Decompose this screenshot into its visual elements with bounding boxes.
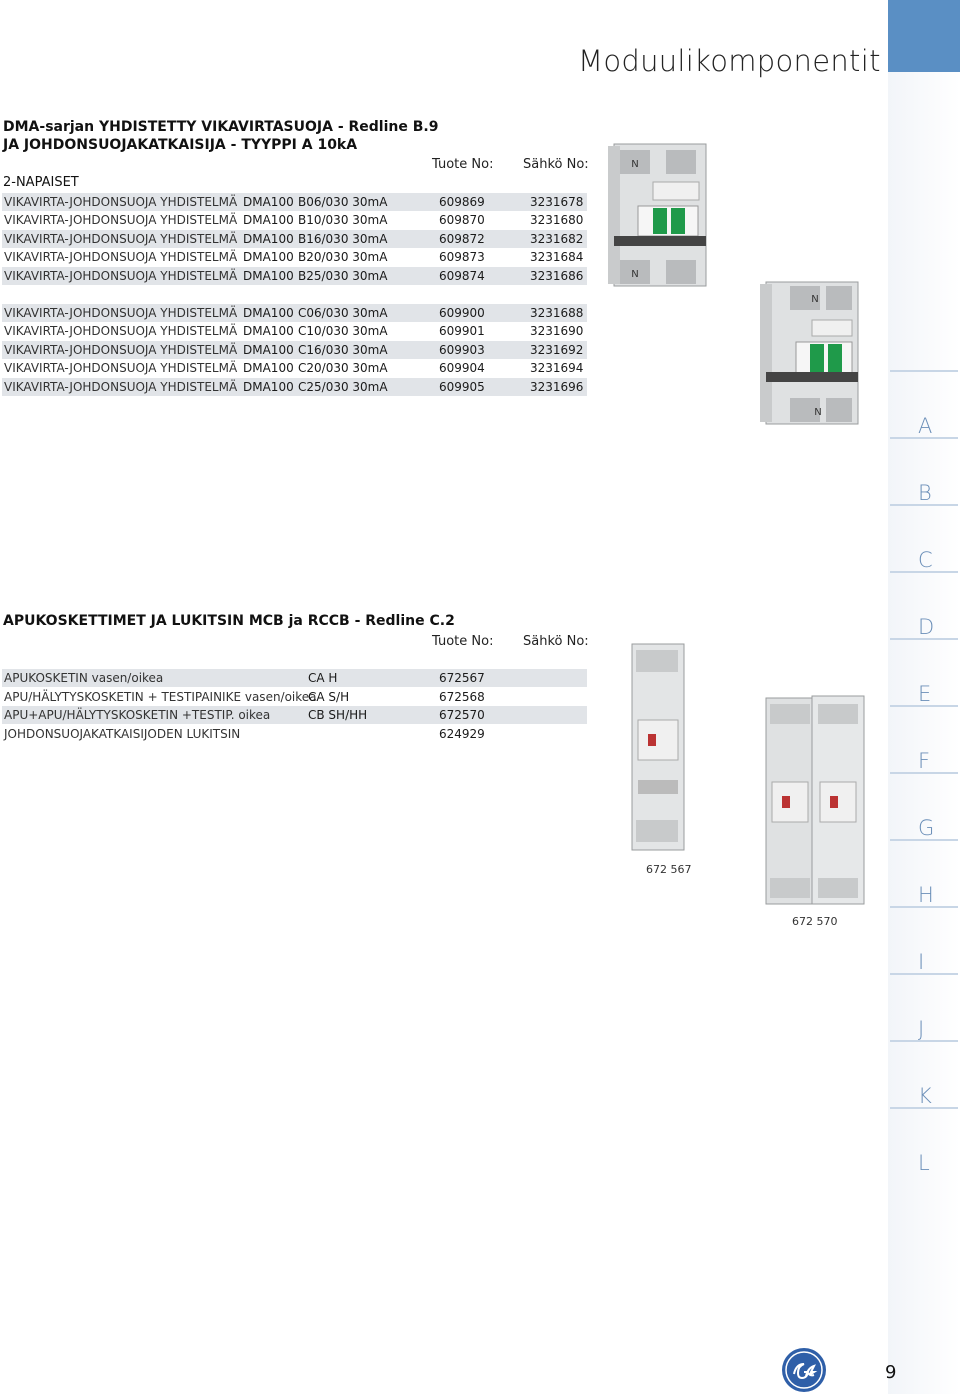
cell-model: DMA100 [243, 361, 294, 375]
sidebar-tab-j[interactable] [890, 973, 958, 1041]
sidebar-tab-h[interactable] [890, 839, 958, 907]
cell-desc: APU+APU/HÄLYTYSKOSKETIN +TESTIP. oikea [4, 708, 271, 722]
cell-model: DMA100 [243, 306, 294, 320]
cell-model: DMA100 [243, 232, 294, 246]
svg-text:N: N [814, 407, 822, 418]
svg-text:N: N [631, 159, 639, 170]
caption-672570: 672 570 [792, 915, 838, 928]
cell-desc: VIKAVIRTA-JOHDONSUOJA YHDISTELMÄ [4, 195, 238, 209]
section2-title: APUKOSKETTIMET JA LUKITSIN MCB ja RCCB - Redline C.2 [3, 613, 455, 629]
sidebar-tab-f[interactable] [890, 705, 958, 773]
section2-col-sahko: Sähkö No: [523, 634, 589, 649]
cell-rating: B06/030 30mA [298, 195, 388, 209]
cell-desc: JOHDONSUOJAKATKAISIJODEN LUKITSIN [4, 727, 241, 741]
table-row [2, 341, 587, 359]
cell-desc: VIKAVIRTA-JOHDONSUOJA YHDISTELMÄ [4, 213, 238, 227]
cell-rating: B16/030 30mA [298, 232, 388, 246]
cell-rating: B25/030 30mA [298, 269, 388, 283]
cell-model: DMA100 [243, 269, 294, 283]
cell-tuote: 609900 [439, 306, 485, 320]
sidebar-tab-label: H [918, 883, 934, 907]
rcbo-breaker-image-1 [608, 140, 710, 290]
ge-logo-icon [780, 1346, 828, 1394]
svg-text:N: N [811, 294, 819, 305]
table-row [2, 211, 587, 229]
page-title: Moduulikomponentit [578, 44, 881, 78]
section1-col-tuote: Tuote No: [432, 157, 494, 172]
sidebar-tab-label: F [918, 749, 931, 773]
aux-contact-image-672570 [760, 692, 870, 910]
cell-model: DMA100 [243, 324, 294, 338]
cell-model: DMA100 [243, 195, 294, 209]
cell-model: DMA100 [243, 213, 294, 227]
cell-tuote: 609873 [439, 250, 485, 264]
caption-672567: 672 567 [646, 863, 692, 876]
cell-tuote: 624929 [439, 727, 485, 741]
cell-code: CA S/H [308, 690, 350, 704]
sidebar-tab-b[interactable] [890, 437, 958, 505]
sidebar-tab-label: E [918, 682, 932, 706]
cell-desc: VIKAVIRTA-JOHDONSUOJA YHDISTELMÄ [4, 269, 238, 283]
cell-desc: VIKAVIRTA-JOHDONSUOJA YHDISTELMÄ [4, 306, 238, 320]
rcbo-breaker-image-2 [760, 278, 862, 428]
table-row [2, 669, 587, 687]
cell-desc: VIKAVIRTA-JOHDONSUOJA YHDISTELMÄ [4, 361, 238, 375]
sidebar-tab-e[interactable] [890, 638, 958, 706]
page-number: 9 [885, 1362, 897, 1383]
cell-sahko: 3231682 [530, 232, 584, 246]
sidebar-tab-label: A [918, 414, 933, 438]
cell-sahko: 3231694 [530, 361, 584, 375]
table-row [2, 725, 587, 743]
table-row [2, 267, 587, 285]
sidebar-tab-label: J [918, 1017, 925, 1041]
cell-sahko: 3231696 [530, 380, 584, 394]
cell-tuote: 609904 [439, 361, 485, 375]
cell-sahko: 3231678 [530, 195, 584, 209]
cell-sahko: 3231690 [530, 324, 584, 338]
cell-desc: APUKOSKETIN vasen/oikea [4, 671, 164, 685]
cell-rating: C06/030 30mA [298, 306, 388, 320]
cell-model: DMA100 [243, 250, 294, 264]
cell-desc: VIKAVIRTA-JOHDONSUOJA YHDISTELMÄ [4, 232, 238, 246]
sidebar-tab-label: I [918, 950, 925, 974]
sidebar-tab-label: K [918, 1084, 932, 1108]
cell-tuote: 672568 [439, 690, 485, 704]
cell-code: CA H [308, 671, 338, 685]
cell-rating: C20/030 30mA [298, 361, 388, 375]
sidebar-tab-k[interactable] [890, 1040, 958, 1108]
sidebar-tab-d[interactable] [890, 571, 958, 639]
section1-title-line2: JA JOHDONSUOJAKATKAISIJA - TYYPPI A 10kA [3, 137, 358, 153]
cell-tuote: 609901 [439, 324, 485, 338]
sidebar-tab-a[interactable] [890, 370, 958, 438]
cell-sahko: 3231684 [530, 250, 584, 264]
cell-tuote: 672570 [439, 708, 485, 722]
corner-accent-block [888, 0, 960, 72]
table-row [2, 193, 587, 211]
sidebar-tab-label: C [918, 548, 933, 572]
cell-code: CB SH/HH [308, 708, 368, 722]
cell-desc: VIKAVIRTA-JOHDONSUOJA YHDISTELMÄ [4, 380, 238, 394]
cell-rating: B10/030 30mA [298, 213, 388, 227]
sidebar-tab-l[interactable] [890, 1107, 958, 1175]
cell-desc: VIKAVIRTA-JOHDONSUOJA YHDISTELMÄ [4, 324, 238, 338]
cell-sahko: 3231692 [530, 343, 584, 357]
table-row [2, 322, 587, 340]
section1-title-line1: DMA-sarjan YHDISTETTY VIKAVIRTASUOJA - Redline B.9 [3, 119, 439, 135]
cell-tuote: 609869 [439, 195, 485, 209]
table-row [2, 230, 587, 248]
sidebar-tab-label: D [918, 615, 935, 639]
table-row [2, 304, 587, 322]
table-row [2, 248, 587, 266]
cell-model: DMA100 [243, 380, 294, 394]
cell-tuote: 609872 [439, 232, 485, 246]
cell-desc: APU/HÄLYTYSKOSKETIN + TESTIPAINIKE vasen/oikea [4, 690, 317, 704]
section1-subhead: 2-NAPAISET [3, 175, 79, 190]
table-row [2, 378, 587, 396]
sidebar-tab-g[interactable] [890, 772, 958, 840]
sidebar-tab-label: G [918, 816, 935, 840]
cell-sahko: 3231688 [530, 306, 584, 320]
cell-sahko: 3231686 [530, 269, 584, 283]
sidebar-tab-label: L [918, 1151, 930, 1175]
cell-rating: C10/030 30mA [298, 324, 388, 338]
cell-tuote: 609870 [439, 213, 485, 227]
cell-tuote: 609905 [439, 380, 485, 394]
sidebar-tab-i[interactable] [890, 906, 958, 974]
svg-text:N: N [631, 269, 639, 280]
sidebar-tab-label: B [918, 481, 932, 505]
cell-desc: VIKAVIRTA-JOHDONSUOJA YHDISTELMÄ [4, 250, 238, 264]
cell-rating: C25/030 30mA [298, 380, 388, 394]
table-row [2, 688, 587, 706]
cell-sahko: 3231680 [530, 213, 584, 227]
section2-col-tuote: Tuote No: [432, 634, 494, 649]
cell-rating: B20/030 30mA [298, 250, 388, 264]
section1-col-sahko: Sähkö No: [523, 157, 589, 172]
table-row [2, 359, 587, 377]
cell-tuote: 609903 [439, 343, 485, 357]
cell-tuote: 672567 [439, 671, 485, 685]
cell-tuote: 609874 [439, 269, 485, 283]
table-row [2, 706, 587, 724]
sidebar-tab-c[interactable] [890, 504, 958, 572]
cell-model: DMA100 [243, 343, 294, 357]
cell-rating: C16/030 30mA [298, 343, 388, 357]
cell-desc: VIKAVIRTA-JOHDONSUOJA YHDISTELMÄ [4, 343, 238, 357]
aux-contact-image-672567 [624, 640, 694, 854]
